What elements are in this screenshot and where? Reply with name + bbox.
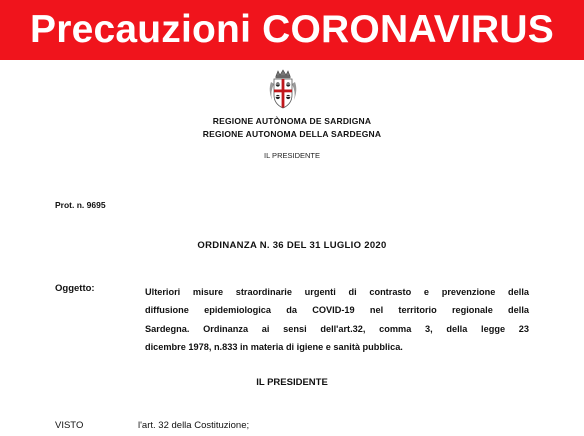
ordinance-title: ORDINANZA N. 36 DEL 31 LUGLIO 2020 xyxy=(197,240,387,251)
subject-text xyxy=(145,283,529,356)
office-subtitle: IL PRESIDENTE xyxy=(264,151,320,160)
section-heading: IL PRESIDENTE xyxy=(256,377,328,388)
region-name-sardinian: REGIONE AUTÒNOMA DE SARDIGNA xyxy=(212,116,372,126)
sardinia-coat-of-arms-icon xyxy=(267,68,299,110)
banner-title: Precauzioni CORONAVIRUS xyxy=(30,8,554,51)
subject-line: Ulteriori misure straordinarie urgenti di contrasto e prevenzione della xyxy=(145,287,529,297)
title-banner xyxy=(0,0,584,60)
region-name-italian: REGIONE AUTONOMA DELLA SARDEGNA xyxy=(202,129,382,139)
subject-label: Oggetto: xyxy=(55,283,95,294)
subject-line: dicembre 1978, n.833 in materia di igiene e sanità pubblica. xyxy=(145,341,403,352)
subject-line: diffusione epidemiologica da COVID-19 nel territorio regionale della xyxy=(145,305,529,316)
visto-text: l'art. 32 della Costituzione; xyxy=(138,420,250,431)
subject-line: Sardegna. Ordinanza ai sensi dell'art.32, comma 3, della legge 23 xyxy=(145,323,529,334)
visto-label: VISTO xyxy=(55,420,84,431)
protocol-number: Prot. n. 9695 xyxy=(55,200,106,210)
